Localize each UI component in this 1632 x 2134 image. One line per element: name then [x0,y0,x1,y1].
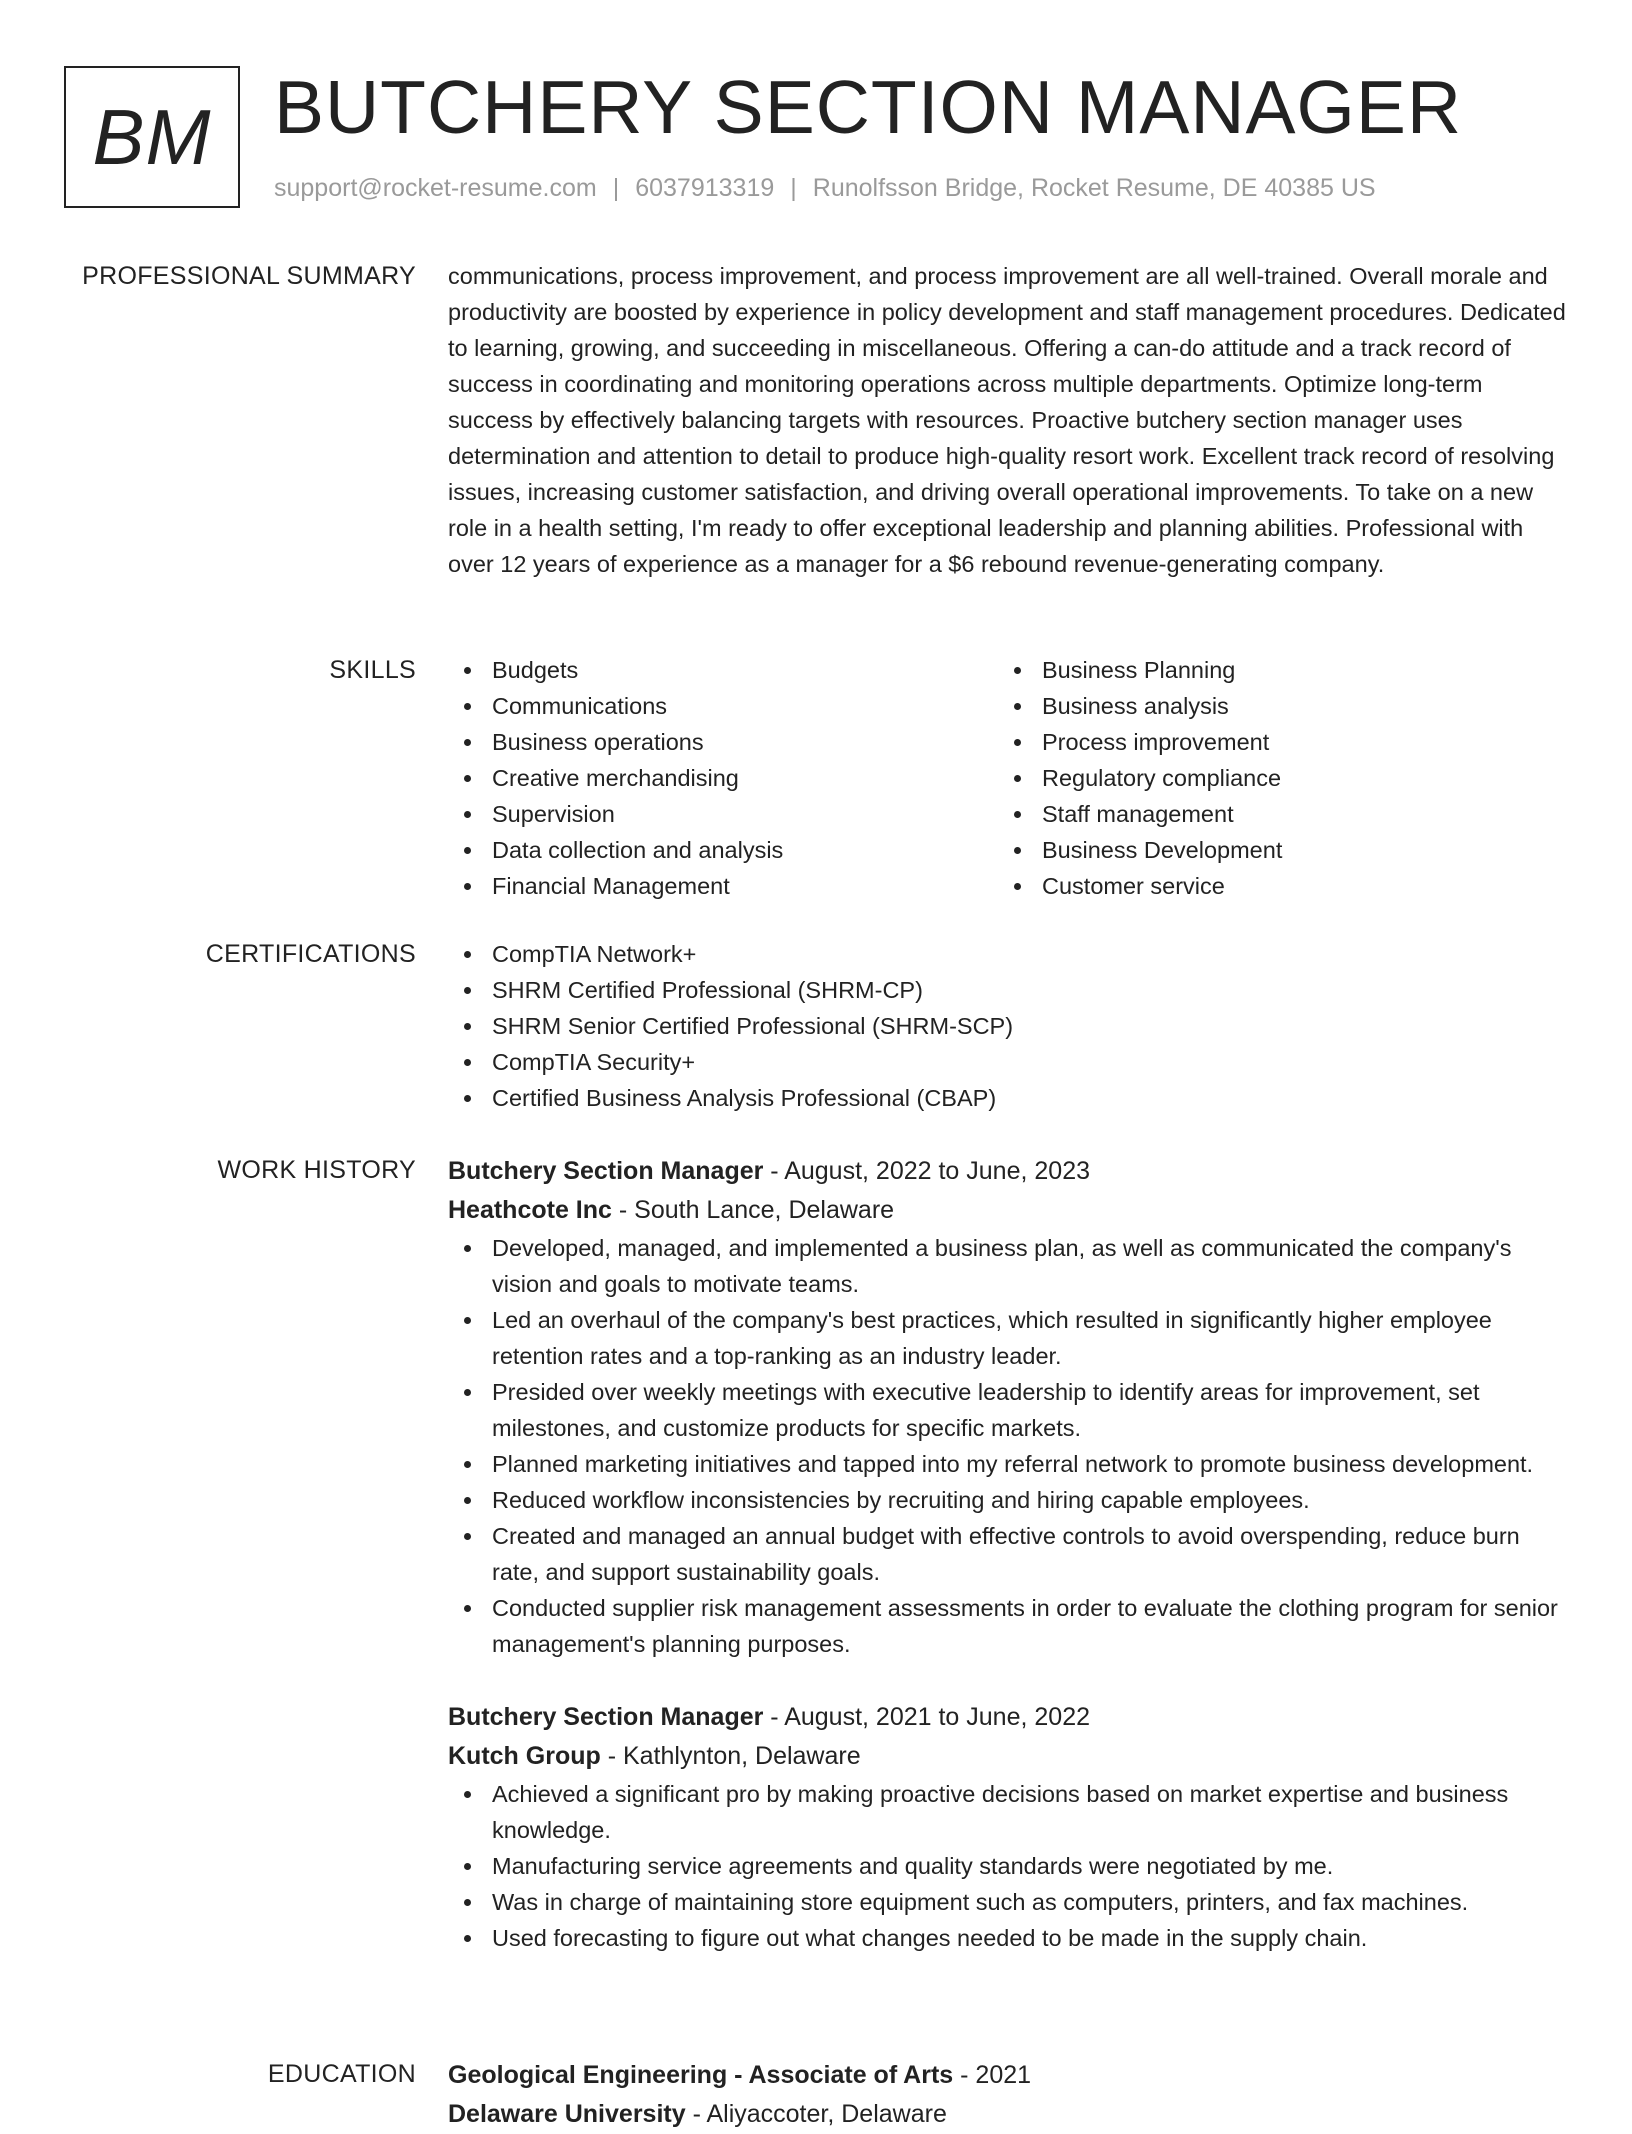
skill-item: Supervision [448,796,998,832]
job-entry [448,1698,1568,1956]
certification-item: CompTIA Security+ [448,1044,1568,1080]
job-title-line [448,1152,1568,1191]
certifications-body [448,936,1568,1116]
resume-title: BUTCHERY SECTION MANAGER [274,65,1463,149]
contact-separator: | [612,174,620,202]
job-entry [448,1152,1568,1662]
job-bullet: Was in charge of maintaining store equipment such as computers, printers, and fax machines. [448,1884,1568,1920]
certifications-list [448,936,1568,1116]
contact-address: Runolfsson Bridge, Rocket Resume, DE 40385 US [812,174,1376,202]
job-bullet: Used forecasting to figure out what changes needed to be made in the supply chain. [448,1920,1568,1956]
job-bullet: Planned marketing initiatives and tapped into my referral network to promote business development. [448,1446,1568,1482]
certifications-heading: CERTIFICATIONS [205,940,416,968]
education-degree-line [448,2056,1568,2095]
skill-item: Creative merchandising [448,760,998,796]
job-bullet: Developed, managed, and implemented a business plan, as well as communicated the company's vision and goals to motivate teams. [448,1230,1568,1302]
education-year: - 2021 [953,2061,1032,2089]
skill-item: Staff management [998,796,1548,832]
monogram-badge: BM [64,66,240,208]
job-location: - South Lance, Delaware [611,1196,895,1224]
contact-email: support@rocket-resume.com [274,174,597,202]
job-bullet: Achieved a significant pro by making proactive decisions based on market expertise and business knowledge. [448,1776,1568,1848]
skill-item: Communications [448,688,998,724]
skill-item: Regulatory compliance [998,760,1548,796]
job-bullets [448,1776,1568,1956]
job-bullet: Led an overhaul of the company's best practices, which resulted in significantly higher employee retention rates and a top-ranking as an industry leader. [448,1302,1568,1374]
contact-phone: 6037913319 [635,174,775,202]
education-body [448,2056,1568,2134]
skill-item: Customer service [998,868,1548,904]
education-degree: Geological Engineering - Associate of Arts [448,2061,954,2089]
certification-item: CompTIA Network+ [448,936,1568,972]
job-bullet: Created and managed an annual budget with effective controls to avoid overspending, reduce burn rate, and support sustainability goals. [448,1518,1568,1590]
job-title-line [448,1698,1568,1737]
skill-item: Business Development [998,832,1548,868]
education-location: - Aliyaccoter, Delaware [685,2100,947,2128]
job-bullet: Conducted supplier risk management assessments in order to evaluate the clothing program for senior management's planning purposes. [448,1590,1568,1662]
certification-item: SHRM Certified Professional (SHRM-CP) [448,972,1568,1008]
job-title: Butchery Section Manager [448,1703,764,1731]
job-bullets [448,1230,1568,1662]
skill-item: Business operations [448,724,998,760]
work-history-heading: WORK HISTORY [217,1156,416,1184]
job-bullet: Presided over weekly meetings with executive leadership to identify areas for improvement, set milestones, and customize products for specific markets. [448,1374,1568,1446]
skill-item: Financial Management [448,868,998,904]
skill-item: Process improvement [998,724,1548,760]
job-title: Butchery Section Manager [448,1157,764,1185]
certification-item: Certified Business Analysis Professional (CBAP) [448,1080,1568,1116]
job-company-line [448,1737,1568,1776]
education-heading: EDUCATION [267,2060,416,2088]
job-dates: - August, 2021 to June, 2022 [763,1703,1090,1731]
resume-header [64,66,1574,210]
contact-line [274,174,1376,203]
job-dates: - August, 2022 to June, 2023 [763,1157,1090,1185]
education-school-line [448,2095,1568,2134]
summary-body [448,258,1568,582]
summary-text: communications, process improvement, and process improvement are all well-trained. Overall morale and productivity are boosted by experience in policy development and staff management procedures. Dedicated to learning, growing, and succeeding in miscellaneous. Offering a can-do attitude and a track record of success in coordinating and monitoring operations across multiple departments. Optimize long-term success by effectively balancing targets with resources. Proactive butchery section manager uses determination and attention to detail to produce high-quality resort work. Excellent track record of resolving issues, increasing customer satisfaction, and driving overall operational improvements. To take on a new role in a health setting, I'm ready to offer exceptional leadership and planning abilities. Professional with over 12 years of experience as a manager for a $6 rebound revenue-generating company. [448,263,1566,577]
certification-item: SHRM Senior Certified Professional (SHRM-SCP) [448,1008,1568,1044]
skills-list-left [448,652,998,904]
job-company: Heathcote Inc [448,1196,612,1224]
contact-separator: | [790,174,797,202]
skills-body [448,652,1568,904]
skill-item: Budgets [448,652,998,688]
summary-heading: PROFESSIONAL SUMMARY [82,262,416,290]
job-location: - Kathlynton, Delaware [600,1742,861,1770]
job-bullet: Reduced workflow inconsistencies by recruiting and hiring capable employees. [448,1482,1568,1518]
education-school: Delaware University [448,2100,686,2128]
job-bullet: Manufacturing service agreements and quality standards were negotiated by me. [448,1848,1568,1884]
skill-item: Data collection and analysis [448,832,998,868]
job-company: Kutch Group [448,1742,601,1770]
work-history-body [448,1152,1568,1992]
skill-item: Business analysis [998,688,1548,724]
skills-list-right [998,652,1548,904]
job-company-line [448,1191,1568,1230]
skill-item: Business Planning [998,652,1548,688]
skills-heading: SKILLS [329,656,416,684]
